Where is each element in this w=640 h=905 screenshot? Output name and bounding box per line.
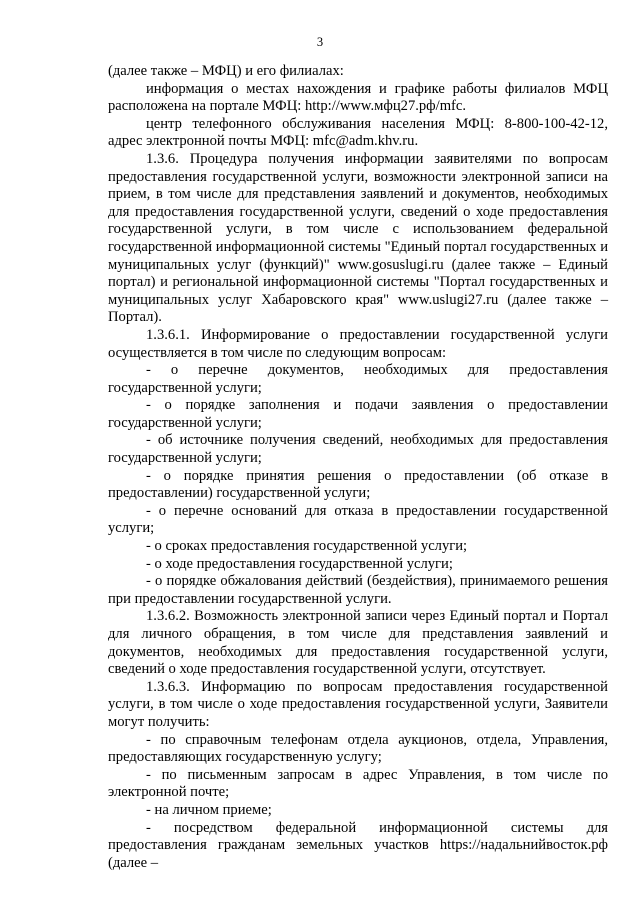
page-number: 3: [316, 35, 324, 49]
document-body: [108, 63, 608, 872]
list-item: - о порядке заполнения и подачи заявления о предоставлении государственной услуги;: [108, 397, 608, 431]
list-item: - о перечне документов, необходимых для предоставления государственной услуги;: [108, 362, 608, 396]
list-item: - о ходе предоставления государственной услуги;: [146, 555, 453, 572]
paragraph-1-3-6-1: 1.3.6.1. Информирование о предоставлении государственной услуги осуществляется в том числе по следующим вопросам:: [108, 326, 608, 361]
list-item: - о порядке обжалования действий (бездействия), принимаемого решения при предоставлении государственной услуги.: [108, 573, 608, 607]
paragraph-mfc-intro: (далее также – МФЦ) и его филиалах:: [108, 63, 344, 79]
paragraph-mfc-branches: информация о местах нахождения и графике работы филиалов МФЦ расположена на портале МФЦ: http://www.мфц27.рф/mfc.: [108, 80, 608, 115]
list-item: - об источнике получения сведений, необходимых для предоставления государственной услуги;: [108, 432, 608, 467]
list-item: - посредством федеральной информационной системы для предоставления гражданам земельных участков https://надальнийвосток.рф (далее –: [108, 819, 608, 871]
list-item: - на личном приеме;: [146, 801, 272, 818]
list-item: - о сроках предоставления государственной услуги;: [146, 538, 468, 555]
list-item: - о порядке принятия решения о предоставлении (об отказе в предоставлении) государственной услуги;: [108, 467, 608, 502]
paragraph-1-3-6: 1.3.6. Процедура получения информации заявителями по вопросам предоставления государственной услуги, возможности электронной записи на прием, в том числе для представления заявлений и документов, необходимых для предоставления государственной услуги, сведений о ходе предоставления государственной услуги, в том числе с использованием федеральной государственной информационной системы "Единый портал государственных и муниципальных услуг (функций)" www.gosuslugi.ru (далее также – Единый портал) и региональной информационной системы "Портал государственных и муниципальных услуг Хабаровского края" www.uslugi27.ru (далее также – Портал).: [108, 150, 608, 326]
list-item: - по письменным запросам в адрес Управления, в том числе по электронной почте;: [108, 766, 608, 801]
paragraph-mfc-phone: центр телефонного обслуживания населения МФЦ: 8-800-100-42-12, адрес электронной почты МФЦ: mfc@adm.khv.ru.: [108, 115, 608, 150]
list-item: - о перечне оснований для отказа в предоставлении государственной услуги;: [108, 502, 608, 537]
paragraph-1-3-6-2: 1.3.6.2. Возможность электронной записи через Единый портал и Портал для личного обращения, в том числе для представления заявлений и документов, необходимых для предоставления государственной услуги, сведений о ходе предоставления государственной услуги, отсутствует.: [108, 608, 608, 678]
list-item: - по справочным телефонам отдела аукционов, отдела, Управления, предоставляющих государственную услугу;: [108, 731, 608, 766]
paragraph-1-3-6-3: 1.3.6.3. Информацию по вопросам предоставления государственной услуги, в том числе о ходе предоставления государственной услуги, Заявители могут получить:: [108, 678, 608, 730]
